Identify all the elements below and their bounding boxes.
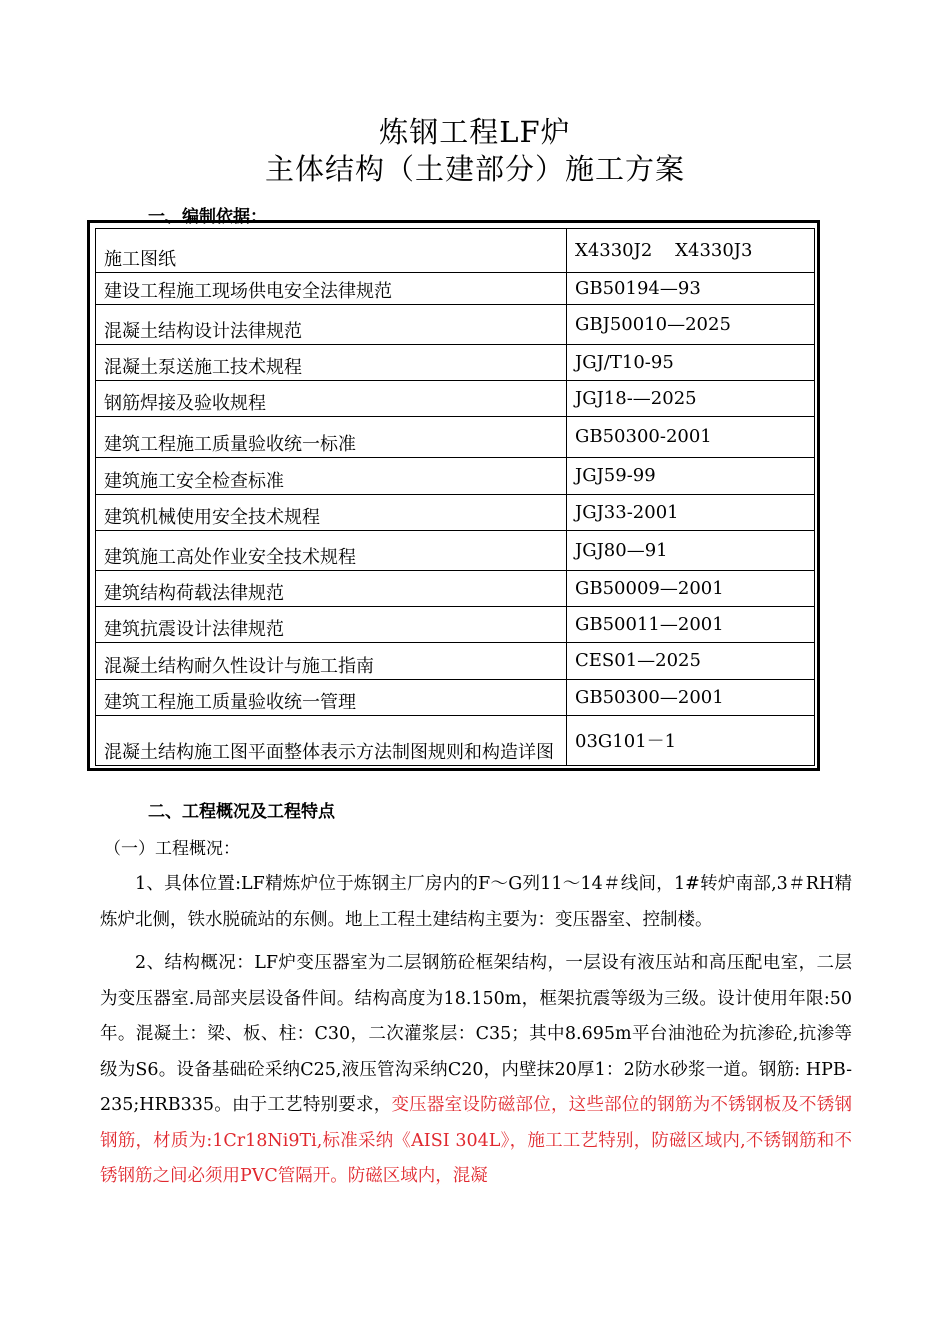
- table-row: [96, 381, 815, 417]
- paragraph-location: 1、具体位置:LF精炼炉位于炼钢主厂房内的F～G列11～14＃线间，1#转炉南部,3＃RH精炼炉北侧，铁水脱硫站的东侧。地上工程土建结构主要为：变压器室、控制楼。: [100, 874, 852, 930]
- table-row: [96, 458, 815, 495]
- reference-code: JGJ18-—2025: [567, 381, 815, 417]
- reference-code: GBJ50010—2025: [567, 305, 815, 345]
- table-row: [96, 273, 815, 305]
- reference-name: 建筑结构荷载法律规范: [96, 571, 567, 607]
- reference-code: GB50194—93: [567, 273, 815, 305]
- table-row: [96, 531, 815, 571]
- reference-code: GB50300—2001: [567, 680, 815, 716]
- reference-name: 混凝土结构耐久性设计与施工指南: [96, 643, 567, 680]
- reference-code: JGJ80—91: [567, 531, 815, 571]
- reference-code: 03G101－1: [567, 716, 815, 766]
- reference-code: GB50009—2001: [567, 571, 815, 607]
- reference-code: JGJ33-2001: [567, 495, 815, 531]
- reference-name: 建筑机械使用安全技术规程: [96, 495, 567, 531]
- table-row: [96, 305, 815, 345]
- paragraph-structure-text: 2、结构概况：LF炉变压器室为二层钢筋砼框架结构，一层设有液压站和高压配电室，二层为变压器室.局部夹层设备件间。结构高度为18.150m，框架抗震等级为三级。设计使用年限:50年。混凝土：梁、板、柱：C30，二次灌浆层：C35；其中8.695m平台油池砼为抗渗砼,抗渗等级为S6。设备基础砼采纳C25,液压管沟采纳C20，内壁抹20厚1：2防水砂浆一道。钢筋: HPB-235;HRB335。由于工艺特别要求，: [100, 953, 852, 1115]
- table-row: [96, 571, 815, 607]
- reference-table-frame: [87, 220, 820, 771]
- paragraph-structure: [100, 946, 852, 1195]
- reference-code: X4330J2 X4330J3: [567, 229, 815, 273]
- document-title: 炼钢工程LF炉: [379, 115, 571, 149]
- table-row: [96, 345, 815, 381]
- reference-code: GB50300-2001: [567, 417, 815, 458]
- table-row: [96, 680, 815, 716]
- table-row: [96, 607, 815, 643]
- paragraph-structure-highlight: 变压器室设防磁部位，这些部位的钢筋为不锈钢板及不锈钢钢筋，材质为:1Cr18Ni9Ti,标准采纳《AISI 304L》，施工工艺特别，防磁区域内,不锈钢筋和不锈钢筋之间必须用PVC管隔开。防磁区域内，混凝: [100, 1095, 853, 1186]
- reference-name: 建筑工程施工质量验收统一标准: [96, 417, 567, 458]
- reference-code: GB50011—2001: [567, 607, 815, 643]
- reference-code: JGJ/T10-95: [567, 345, 815, 381]
- reference-name: 混凝土结构施工图平面整体表示方法制图规则和构造详图: [96, 716, 567, 766]
- document-subtitle: 主体结构（土建部分）施工方案: [264, 152, 685, 186]
- table-row: [96, 643, 815, 680]
- reference-name: 钢筋焊接及验收规程: [96, 381, 567, 417]
- reference-code: CES01—2025: [567, 643, 815, 680]
- reference-name: 建筑施工安全检查标准: [96, 458, 567, 495]
- table-row: [96, 716, 815, 766]
- section-heading-overview: 二、工程概况及工程特点: [148, 802, 335, 822]
- reference-code: JGJ59-99: [567, 458, 815, 495]
- table-row: [96, 229, 815, 273]
- section-heading-basis: 一、编制依据：: [148, 207, 267, 227]
- reference-name: 建筑工程施工质量验收统一管理: [96, 680, 567, 716]
- reference-name: 建筑抗震设计法律规范: [96, 607, 567, 643]
- reference-name: 建筑施工高处作业安全技术规程: [96, 531, 567, 571]
- table-row: [96, 495, 815, 531]
- subsection-heading: （一）工程概况：: [104, 839, 240, 859]
- reference-name: 混凝土结构设计法律规范: [96, 305, 567, 345]
- reference-name: 施工图纸: [96, 229, 567, 273]
- reference-table: [95, 228, 815, 766]
- reference-name: 混凝土泵送施工技术规程: [96, 345, 567, 381]
- reference-name: 建设工程施工现场供电安全法律规范: [96, 273, 567, 305]
- table-row: [96, 417, 815, 458]
